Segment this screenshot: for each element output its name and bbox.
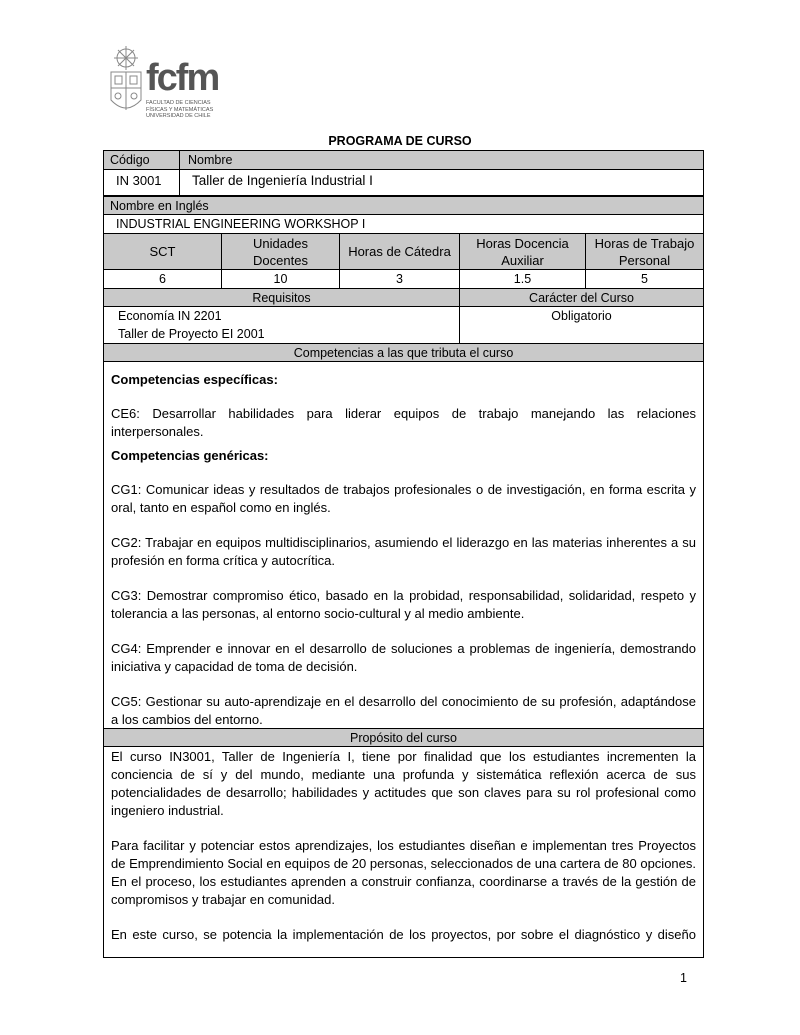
competency-ce6: CE6: Desarrollar habilidades para liderar equipos de trabajo manejando las relaciones interpersonales.	[111, 406, 696, 439]
course-program-table	[103, 150, 704, 958]
competencies-body	[104, 361, 703, 735]
document-title: PROGRAMA DE CURSO	[328, 134, 472, 148]
specific-competencies-label: Competencias específicas:	[111, 372, 278, 387]
purpose-paragraph: El curso IN3001, Taller de Ingeniería I, tiene por finalidad que los estudiantes incrementen la conciencia de sí y del mundo, mediante una profunda y sistemática reflexión acerca de sus potencialidades de desarrollo; habilidades y actitudes que son claves para su rol profesional como ingeniero industrial.	[111, 749, 696, 818]
lecture-hours-header: Horas de Cátedra	[339, 233, 459, 269]
competencies-section-label: Competencias a las que tributa el curso	[104, 343, 703, 361]
competency-cg5: CG5: Gestionar su auto-aprendizaje en el desarrollo del conocimiento de su profesión, adaptándose a los cambios del entorno.	[111, 694, 696, 727]
lecture-hours-value: 3	[339, 269, 459, 288]
auxiliary-hours-header: Horas Docencia Auxiliar	[459, 233, 585, 269]
sct-value: 6	[104, 269, 221, 288]
personal-work-hours-header: Horas de Trabajo Personal	[585, 233, 703, 269]
teaching-units-value: 10	[221, 269, 339, 288]
competency-cg2: CG2: Trabajar en equipos multidisciplinarios, asumiendo el liderazgo en las materias inherentes a su profesión en forma crítica y autocrítica.	[111, 535, 696, 568]
purpose-section-label: Propósito del curso	[104, 728, 703, 746]
code-label: Código	[110, 153, 150, 167]
faculty-subtitle: FACULTAD DE CIENCIAS FÍSICAS Y MATEMÁTICAS UNIVERSIDAD DE CHILE	[146, 100, 214, 119]
requisites-list	[104, 306, 459, 343]
course-name: Taller de Ingeniería Industrial I	[179, 169, 703, 195]
name-label: Nombre	[179, 151, 703, 169]
generic-competencies-label: Competencias genéricas:	[111, 448, 269, 463]
teaching-units-header: Unidades Docentes	[221, 233, 339, 269]
course-character-label: Carácter del Curso	[459, 288, 703, 306]
english-name-label: Nombre en Inglés	[104, 196, 703, 214]
course-character: Obligatorio	[459, 306, 703, 343]
competency-cg3: CG3: Demostrar compromiso ético, basado en la probidad, responsabilidad, solidaridad, respeto y tolerancia a las personas, al entorno socio-cultural y al medio ambiente.	[111, 588, 696, 621]
page-number: 1	[680, 971, 687, 985]
competency-cg4: CG4: Emprender e innovar en el desarrollo de soluciones a problemas de ingeniería, demostrando iniciativa y capacidad de toma de decisión.	[111, 641, 696, 674]
competency-cg1: CG1: Comunicar ideas y resultados de trabajos profesionales o de investigación, en forma escrita y oral, tanto en español como en inglés.	[111, 482, 696, 515]
purpose-body	[104, 746, 703, 958]
personal-work-hours-value: 5	[585, 269, 703, 288]
english-course-name: INDUSTRIAL ENGINEERING WORKSHOP I	[104, 214, 703, 233]
requisite-item: Taller de Proyecto EI 2001	[118, 327, 265, 341]
course-code: IN 3001	[104, 169, 179, 195]
auxiliary-hours-value: 1.5	[459, 269, 585, 288]
fcfm-wordmark: fcfm	[146, 57, 219, 99]
requisites-label: Requisitos	[104, 288, 459, 306]
sct-header: SCT	[104, 233, 221, 269]
university-crest-icon	[108, 44, 144, 124]
purpose-paragraph: Para facilitar y potenciar estos aprendizajes, los estudiantes diseñan e implementan tres Proyectos de Emprendimiento Social en equipos de 20 personas, seleccionados de una cartera de 80 opciones. En el proceso, los estudiantes aprenden a construir confianza, coordinarse a través de la gestión de compromisos y trabajar en comunidad.	[111, 838, 696, 907]
requisite-item: Economía IN 2201	[118, 309, 222, 323]
purpose-paragraph: En este curso, se potencia la implementación de los proyectos, por sobre el diagnóstico y diseño	[111, 927, 696, 942]
fcfm-logo	[108, 44, 238, 126]
